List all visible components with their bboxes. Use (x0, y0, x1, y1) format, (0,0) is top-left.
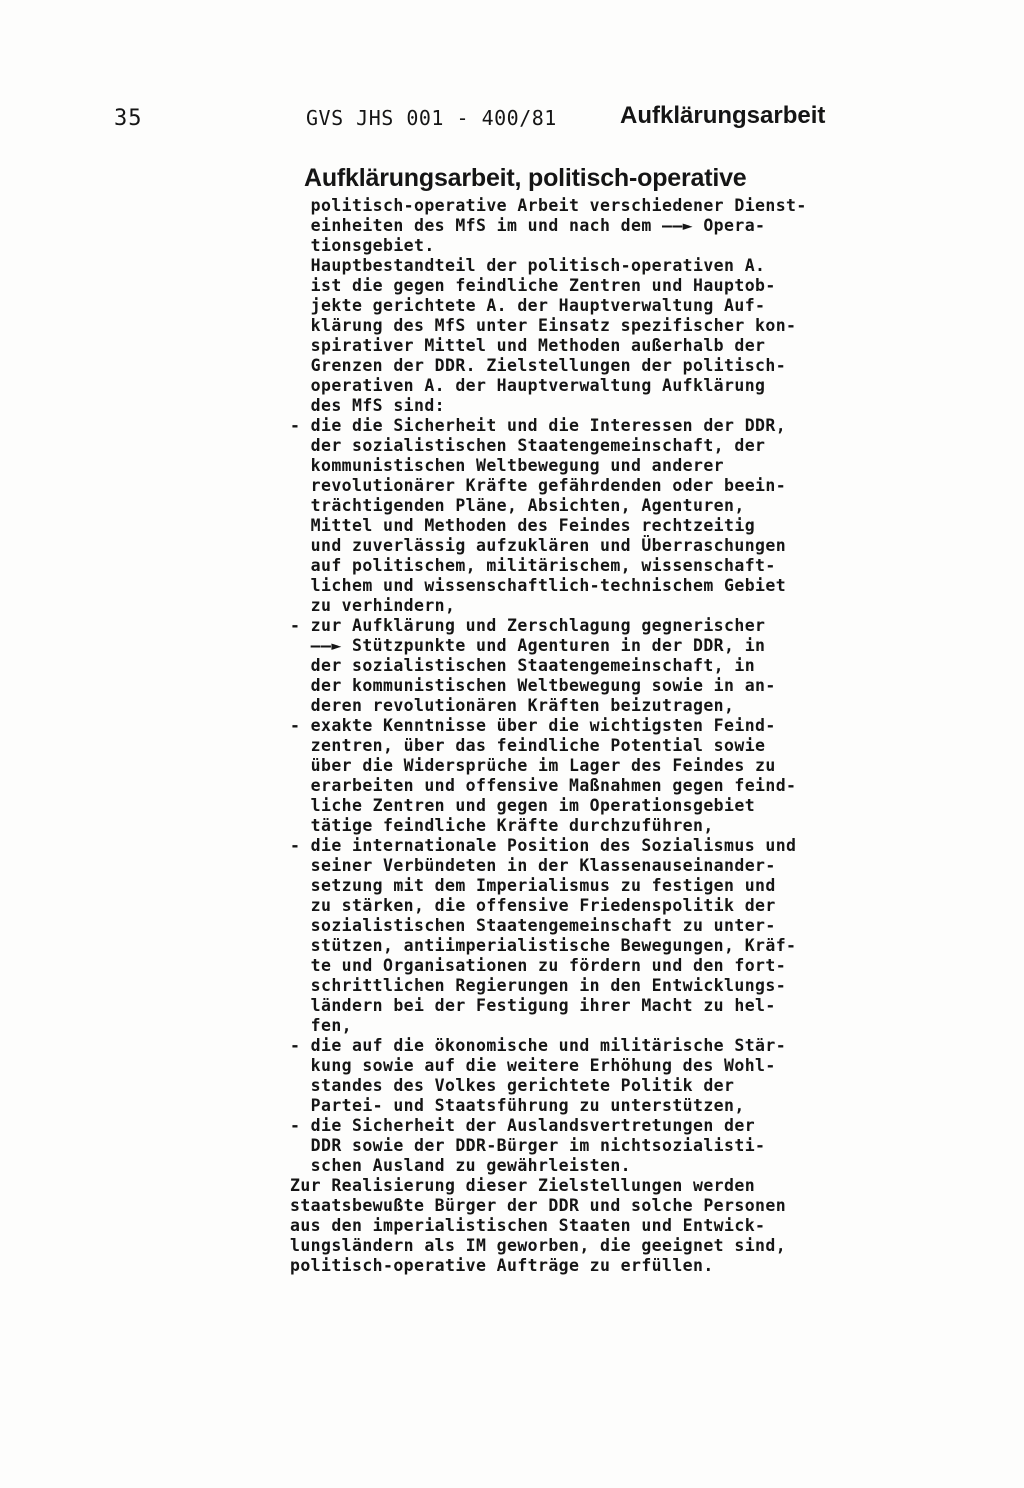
body-line: trächtigenden Pläne, Absichten, Agenturen, (290, 496, 745, 515)
body-line: der sozialistischen Staatengemeinschaft, der (290, 436, 766, 455)
body-line: tionsgebiet. (290, 236, 435, 255)
body-line: - die auf die ökonomische und militärische Stär- (290, 1036, 787, 1055)
body-line: - die Sicherheit der Auslandsvertretungen der (290, 1116, 756, 1135)
body-line: liche Zentren und gegen im Operationsgebiet (290, 796, 756, 815)
body-line: - exakte Kenntnisse über die wichtigsten Feind- (290, 716, 776, 735)
body-line: zentren, über das feindliche Potential sowie (290, 736, 766, 755)
body-line: jekte gerichtete A. der Hauptverwaltung Auf- (290, 296, 766, 315)
body-line: operativen A. der Hauptverwaltung Aufklärung (290, 376, 766, 395)
body-line: erarbeiten und offensive Maßnahmen gegen feind- (290, 776, 797, 795)
body-line: zu stärken, die offensive Friedenspolitik der (290, 896, 776, 915)
body-line: tätige feindliche Kräfte durchzuführen, (290, 816, 714, 835)
body-line: sozialistischen Staatengemeinschaft zu unter- (290, 916, 776, 935)
body-line: lungsländern als IM geworben, die geeignet sind, (290, 1236, 787, 1255)
body-line: einheiten des MfS im und nach dem ——► Opera- (290, 216, 766, 235)
body-line: der kommunistischen Weltbewegung sowie in an- (290, 676, 776, 695)
body-line: Mittel und Methoden des Feindes rechtzeitig (290, 516, 756, 535)
body-line: politisch-operative Aufträge zu erfüllen. (290, 1256, 714, 1275)
body-line: und zuverlässig aufzuklären und Überraschungen (290, 536, 787, 555)
body-line: schrittlichen Regierungen in den Entwicklungs- (290, 976, 787, 995)
body-line: seiner Verbündeten in der Klassenauseinander- (290, 856, 776, 875)
body-line: te und Organisationen zu fördern und den fort- (290, 956, 787, 975)
body-line: deren revolutionären Kräften beizutragen, (290, 696, 735, 715)
body-line: lichem und wissenschaftlich-technischem Gebiet (290, 576, 787, 595)
body-line: Partei- und Staatsführung zu unterstützen, (290, 1096, 745, 1115)
body-line: - zur Aufklärung und Zerschlagung gegnerischer (290, 616, 766, 635)
body-line: setzung mit dem Imperialismus zu festigen und (290, 876, 776, 895)
body-line: ——► Stützpunkte und Agenturen in der DDR, in (290, 636, 766, 655)
document-code: GVS JHS 001 - 400/81 (306, 106, 557, 130)
body-line: DDR sowie der DDR-Bürger im nichtsozialisti- (290, 1136, 766, 1155)
body-line: revolutionärer Kräfte gefährdenden oder beein- (290, 476, 787, 495)
body-line: Hauptbestandteil der politisch-operativen A. (290, 256, 766, 275)
body-line: - die internationale Position des Sozialismus und (290, 836, 797, 855)
body-line: standes des Volkes gerichtete Politik der (290, 1076, 735, 1095)
body-line: über die Widersprüche im Lager des Feindes zu (290, 756, 776, 775)
body-line: zu verhindern, (290, 596, 456, 615)
entry-body (290, 196, 930, 1276)
body-line: kommunistischen Weltbewegung und anderer (290, 456, 725, 475)
header-keyword: Aufklärungsarbeit (620, 102, 826, 129)
body-line: der sozialistischen Staatengemeinschaft, in (290, 656, 756, 675)
body-line: Grenzen der DDR. Zielstellungen der politisch- (290, 356, 787, 375)
body-line: Zur Realisierung dieser Zielstellungen werden (290, 1176, 756, 1195)
page-number: 35 (114, 106, 143, 131)
body-line: klärung des MfS unter Einsatz spezifischer kon- (290, 316, 797, 335)
body-line: schen Ausland zu gewährleisten. (290, 1156, 632, 1175)
body-line: fen, (290, 1016, 353, 1035)
body-line: staatsbewußte Bürger der DDR und solche Personen (290, 1196, 787, 1215)
body-line: auf politischem, militärischem, wissenschaft- (290, 556, 776, 575)
body-line: ländern bei der Festigung ihrer Macht zu hel- (290, 996, 776, 1015)
body-line: aus den imperialistischen Staaten und Entwick- (290, 1216, 766, 1235)
body-line: kung sowie auf die weitere Erhöhung des Wohl- (290, 1056, 776, 1075)
body-line: - die die Sicherheit und die Interessen der DDR, (290, 416, 787, 435)
body-line: des MfS sind: (290, 396, 446, 415)
entry-title: Aufklärungsarbeit, politisch-operative (304, 164, 747, 192)
body-line: ist die gegen feindliche Zentren und Hauptob- (290, 276, 776, 295)
body-line: spirativer Mittel und Methoden außerhalb der (290, 336, 766, 355)
body-line: stützen, antiimperialistische Bewegungen, Kräf- (290, 936, 797, 955)
body-line: politisch-operative Arbeit verschiedener Dienst- (290, 196, 807, 215)
